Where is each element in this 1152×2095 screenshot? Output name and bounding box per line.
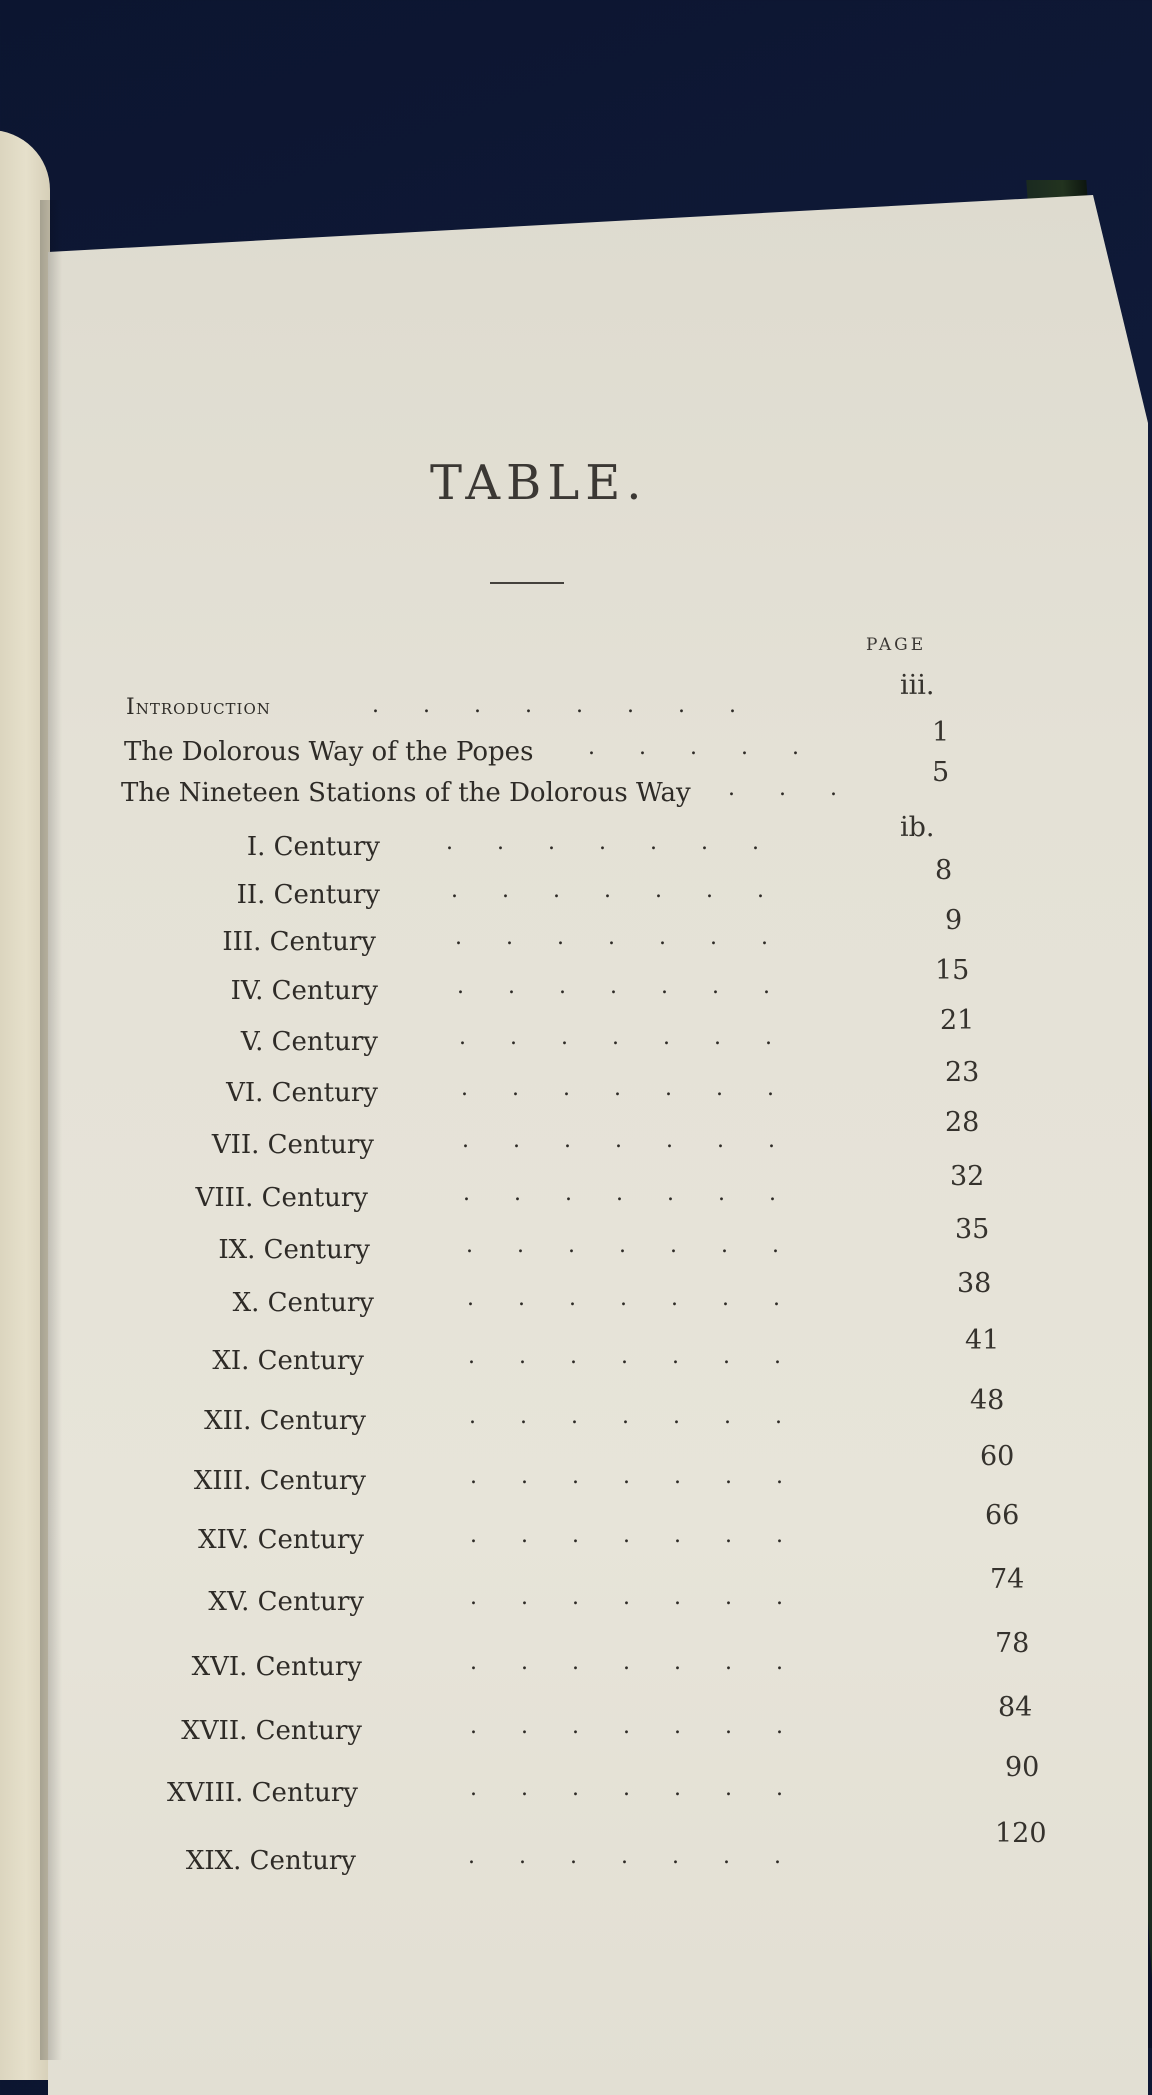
title-rule	[490, 582, 564, 584]
toc-page-number: 1	[932, 717, 950, 748]
toc-dot-leader: .......	[470, 1650, 827, 1675]
toc-dot-leader: .......	[446, 830, 803, 855]
toc-dot-leader: .......	[461, 1076, 818, 1101]
toc-page-number: iii.	[900, 670, 935, 701]
toc-entry-label: I. Century	[246, 832, 380, 862]
toc-page-number: 90	[1005, 1752, 1040, 1783]
toc-page-number: 84	[998, 1692, 1033, 1723]
toc-dot-leader: .......	[462, 1128, 819, 1153]
toc-entry-label: The Nineteen Stations of the Dolorous Way	[121, 778, 691, 808]
toc-dot-leader: .......	[469, 1404, 826, 1429]
toc-page-number: 35	[955, 1214, 990, 1245]
toc-dot-leader: ...	[728, 776, 881, 801]
toc-entry-label: IX. Century	[218, 1235, 370, 1265]
toc-dot-leader: .......	[451, 878, 808, 903]
toc-entry-label: III. Century	[222, 927, 376, 957]
toc-page-number: 23	[945, 1057, 980, 1088]
toc-entry-label: XVI. Century	[191, 1652, 362, 1682]
toc-entry-label: XVIII. Century	[167, 1778, 358, 1808]
toc-entry-label: XIX. Century	[185, 1846, 356, 1876]
toc-entry-label: XI. Century	[212, 1346, 364, 1376]
toc-page-number: 38	[957, 1268, 992, 1299]
toc-entry-label: II. Century	[236, 880, 380, 910]
toc-dot-leader: .......	[468, 1844, 825, 1869]
toc-page-number: 32	[950, 1161, 985, 1192]
toc-page-number: 15	[935, 955, 970, 986]
toc-dot-leader: .......	[455, 925, 812, 950]
toc-entry-label: X. Century	[232, 1288, 374, 1318]
toc-page-number: 78	[995, 1628, 1030, 1659]
toc-dot-leader: ........	[372, 693, 780, 718]
page-column-header: PAGE	[866, 635, 927, 655]
toc-dot-leader: .......	[463, 1181, 820, 1206]
toc-entry-label: VII. Century	[211, 1130, 374, 1160]
toc-entry-label: VI. Century	[226, 1078, 378, 1108]
toc-entry-label: XII. Century	[204, 1406, 366, 1436]
toc-entry-label: VIII. Century	[195, 1183, 368, 1213]
toc-page-number: 74	[990, 1564, 1025, 1595]
toc-dot-leader: .......	[467, 1286, 824, 1311]
toc-page-number: 60	[980, 1441, 1015, 1472]
toc-dot-leader: .....	[588, 735, 843, 760]
toc-entry-label: XVII. Century	[181, 1716, 362, 1746]
toc-entry-label: XIV. Century	[198, 1525, 364, 1555]
toc-entry-label: Introduction	[126, 695, 271, 720]
toc-page-number: 48	[970, 1385, 1005, 1416]
toc-entry-label: The Dolorous Way of the Popes	[124, 737, 534, 767]
toc-dot-leader: .......	[470, 1776, 827, 1801]
toc-dot-leader: .......	[468, 1344, 825, 1369]
toc-entry-label: V. Century	[240, 1027, 378, 1057]
toc-page-number: 9	[945, 905, 963, 936]
toc-page-number: 66	[985, 1500, 1020, 1531]
toc-dot-leader: .......	[470, 1464, 827, 1489]
toc-page-number: 21	[940, 1005, 975, 1036]
toc-dot-leader: .......	[470, 1714, 827, 1739]
toc-page-number: 5	[932, 757, 950, 788]
toc-entry-label: XIII. Century	[193, 1466, 366, 1496]
toc-page-number: 120	[995, 1818, 1047, 1849]
toc-dot-leader: .......	[470, 1523, 827, 1548]
toc-entry-label: IV. Century	[230, 976, 378, 1006]
toc-dot-leader: .......	[459, 1025, 816, 1050]
toc-page-number: ib.	[900, 812, 935, 843]
toc-page-number: 28	[945, 1107, 980, 1138]
page-title: TABLE.	[430, 455, 648, 511]
toc-dot-leader: .......	[466, 1233, 823, 1258]
toc-page-number: 41	[965, 1325, 1000, 1356]
toc-page-number: 8	[935, 855, 953, 886]
toc-entry-label: XV. Century	[208, 1587, 364, 1617]
toc-dot-leader: .......	[470, 1585, 827, 1610]
toc-dot-leader: .......	[457, 974, 814, 999]
